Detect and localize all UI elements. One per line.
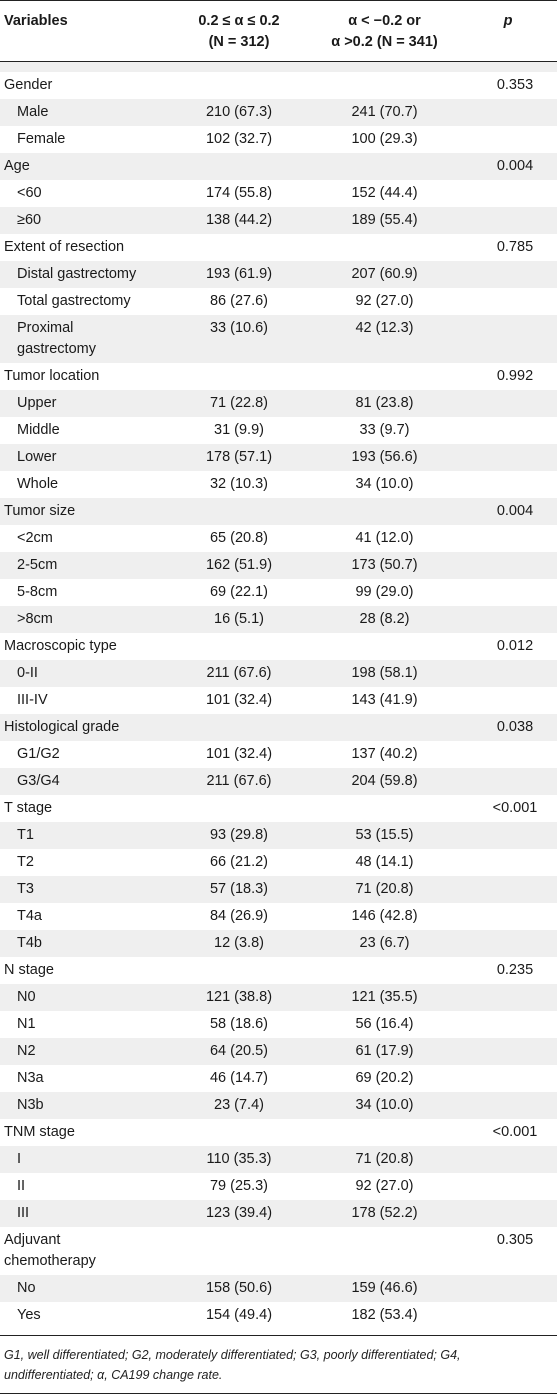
row-label: T2 xyxy=(17,854,34,870)
cell-group-b: 33 (9.7) xyxy=(359,422,410,438)
row-label: G3/G4 xyxy=(17,773,60,789)
cell-group-a: 12 (3.8) xyxy=(214,935,264,951)
cell-group-b: 56 (16.4) xyxy=(355,1016,414,1032)
cell-group-a: 123 (39.4) xyxy=(205,1205,273,1221)
table-row xyxy=(0,126,557,153)
cell-group-a: 211 (67.6) xyxy=(206,665,272,681)
table-row xyxy=(0,1302,557,1329)
cell-group-b: 207 (60.9) xyxy=(351,266,418,282)
row-label: Total gastrectomy xyxy=(17,293,131,309)
table-row xyxy=(0,288,557,315)
cell-p-value xyxy=(459,903,557,930)
cell-p-value xyxy=(459,99,557,126)
cell-group-b: 204 (59.8) xyxy=(351,773,418,789)
cell-group-b: 42 (12.3) xyxy=(355,320,414,336)
cell-group-b: 173 (50.7) xyxy=(351,557,418,573)
row-label: N2 xyxy=(17,1043,36,1059)
cell-p-value xyxy=(459,288,557,315)
table-row xyxy=(0,444,557,471)
row-label: Tumor location xyxy=(4,368,100,384)
table-row xyxy=(0,1011,557,1038)
row-label: N stage xyxy=(4,962,54,978)
cell-group-a: 110 (35.3) xyxy=(206,1151,272,1167)
row-label: <60 xyxy=(17,185,42,201)
table-row xyxy=(0,768,557,795)
table-row xyxy=(0,417,557,444)
row-label: G1/G2 xyxy=(17,746,60,762)
cell-p-value xyxy=(459,768,557,795)
cell-group-a: 86 (27.6) xyxy=(209,293,269,309)
table-row xyxy=(0,1200,557,1227)
cell-p-value xyxy=(459,741,557,768)
row-label: Macroscopic type xyxy=(4,638,117,654)
row-label: Distal gastrectomy xyxy=(17,266,137,282)
cell-group-a: 154 (49.4) xyxy=(205,1307,273,1323)
cell-p-value: 0.012 xyxy=(496,638,534,654)
cell-p-value: 0.004 xyxy=(496,503,534,519)
cell-p-value xyxy=(459,1011,557,1038)
table-row xyxy=(0,687,557,714)
cell-group-b: 92 (27.0) xyxy=(355,1178,414,1194)
cell-group-a: 138 (44.2) xyxy=(205,212,273,228)
row-label: 2-5cm xyxy=(17,557,58,573)
row-label: III xyxy=(17,1205,30,1221)
table-row xyxy=(0,795,557,822)
table-spacer-row xyxy=(0,62,557,73)
row-label: T4a xyxy=(17,908,42,924)
table-row xyxy=(0,1275,557,1302)
cell-group-b xyxy=(310,234,459,261)
cell-p-value: 0.785 xyxy=(496,239,534,255)
header-group-a xyxy=(168,1,310,62)
cell-p-value: 0.992 xyxy=(496,368,534,384)
cell-group-a: 210 (67.3) xyxy=(205,104,273,120)
cell-group-a: 31 (9.9) xyxy=(214,422,264,438)
header-group-b xyxy=(310,1,459,62)
cell-group-b: 152 (44.4) xyxy=(351,185,418,201)
cell-p-value xyxy=(459,660,557,687)
cell-group-b xyxy=(310,633,459,660)
table-row xyxy=(0,1119,557,1146)
table-row xyxy=(0,606,557,633)
cell-p-value xyxy=(459,876,557,903)
cell-group-a: 193 (61.9) xyxy=(205,266,273,282)
cell-group-b: 53 (15.5) xyxy=(355,827,414,843)
table-row xyxy=(0,741,557,768)
row-label: III-IV xyxy=(17,692,48,708)
cell-group-a xyxy=(168,72,310,99)
cell-group-b: 28 (8.2) xyxy=(359,611,410,627)
row-label: I xyxy=(17,1151,22,1167)
cell-group-b: 143 (41.9) xyxy=(351,692,418,708)
cell-p-value xyxy=(459,822,557,849)
cell-group-b xyxy=(310,714,459,741)
table-row xyxy=(0,99,557,126)
row-label: Extent of resection xyxy=(4,239,125,255)
table-row xyxy=(0,180,557,207)
cell-group-a: 66 (21.2) xyxy=(209,854,269,870)
row-label: No xyxy=(17,1280,36,1296)
cell-p-value: <0.001 xyxy=(492,1124,538,1140)
cell-p-value xyxy=(459,1302,557,1329)
cell-group-a: 58 (18.6) xyxy=(209,1016,269,1032)
row-label: N1 xyxy=(17,1016,36,1032)
cell-group-b: 137 (40.2) xyxy=(351,746,418,762)
cell-p-value: 0.353 xyxy=(496,77,534,93)
cell-group-a xyxy=(168,1119,310,1146)
row-label: Proximal gastrectomy xyxy=(17,320,96,357)
table-row xyxy=(0,315,557,363)
row-label: ≥60 xyxy=(17,212,42,228)
cell-group-a: 178 (57.1) xyxy=(205,449,273,465)
cell-group-b: 48 (14.1) xyxy=(355,854,414,870)
cell-group-a xyxy=(168,153,310,180)
cell-p-value xyxy=(459,849,557,876)
cell-group-b: 178 (52.2) xyxy=(351,1205,418,1221)
cell-p-value xyxy=(459,579,557,606)
table-body xyxy=(0,62,557,1330)
table-row xyxy=(0,1173,557,1200)
cell-p-value xyxy=(459,1275,557,1302)
cell-group-b: 182 (53.4) xyxy=(351,1307,418,1323)
table-row xyxy=(0,207,557,234)
cell-group-b xyxy=(310,498,459,525)
row-label: >8cm xyxy=(17,611,53,627)
cell-group-b: 23 (6.7) xyxy=(359,935,410,951)
cell-p-value: <0.001 xyxy=(492,800,538,816)
cell-group-b: 81 (23.8) xyxy=(355,395,414,411)
row-label: Female xyxy=(17,131,66,147)
cell-group-b xyxy=(310,153,459,180)
cell-group-a: 57 (18.3) xyxy=(209,881,269,897)
row-label: <2cm xyxy=(17,530,53,546)
cell-p-value xyxy=(459,126,557,153)
table-row xyxy=(0,633,557,660)
cell-group-a: 46 (14.7) xyxy=(209,1070,269,1086)
table-row xyxy=(0,525,557,552)
cell-group-a: 23 (7.4) xyxy=(214,1097,264,1113)
cell-p-value: 0.235 xyxy=(496,962,534,978)
cell-p-value xyxy=(459,471,557,498)
table-row xyxy=(0,153,557,180)
table-footnote: G1, well differentiated; G2, moderately differentiated; G3, poorly differentiated; G4, undifferentiated; α, CA199 change rate. xyxy=(0,1335,557,1394)
cell-group-b: 198 (58.1) xyxy=(351,665,418,681)
cell-group-a: 65 (20.8) xyxy=(209,530,269,546)
row-label: Tumor size xyxy=(4,503,76,519)
cell-p-value xyxy=(459,687,557,714)
row-label: Middle xyxy=(17,422,60,438)
table-row xyxy=(0,714,557,741)
cell-group-a: 162 (51.9) xyxy=(205,557,273,573)
cell-group-a xyxy=(168,498,310,525)
row-label: Lower xyxy=(17,449,57,465)
header-group-b-line2: α >0.2 (N = 341) xyxy=(331,34,438,50)
cell-group-b: 34 (10.0) xyxy=(355,476,414,492)
table-row xyxy=(0,471,557,498)
row-label: T4b xyxy=(17,935,42,951)
table-row xyxy=(0,1065,557,1092)
cell-group-a xyxy=(168,633,310,660)
cell-group-b: 193 (56.6) xyxy=(351,449,418,465)
cell-p-value xyxy=(459,552,557,579)
cell-group-b: 41 (12.0) xyxy=(355,530,414,546)
cell-group-a: 64 (20.5) xyxy=(209,1043,269,1059)
cell-group-a: 84 (26.9) xyxy=(209,908,269,924)
cell-group-a xyxy=(168,1227,310,1275)
table-row xyxy=(0,984,557,1011)
cell-p-value xyxy=(459,984,557,1011)
table-row xyxy=(0,579,557,606)
cell-group-b: 146 (42.8) xyxy=(351,908,418,924)
cell-p-value xyxy=(459,930,557,957)
cell-p-value xyxy=(459,315,557,363)
table-row xyxy=(0,660,557,687)
table-row xyxy=(0,234,557,261)
cell-group-b xyxy=(310,795,459,822)
cell-p-value xyxy=(459,444,557,471)
cell-p-value xyxy=(459,606,557,633)
row-label: 0-II xyxy=(17,665,38,681)
cell-group-a xyxy=(168,957,310,984)
table-row xyxy=(0,72,557,99)
cell-group-a: 33 (10.6) xyxy=(209,320,269,336)
header-group-b-line1: α < −0.2 or xyxy=(348,13,421,29)
table-row xyxy=(0,363,557,390)
table-row xyxy=(0,849,557,876)
cell-group-b: 92 (27.0) xyxy=(355,293,414,309)
table-row xyxy=(0,390,557,417)
cell-group-a xyxy=(168,714,310,741)
cell-group-a: 121 (38.8) xyxy=(205,989,273,1005)
cell-p-value: 0.004 xyxy=(496,158,534,174)
cell-group-b: 100 (29.3) xyxy=(351,131,418,147)
table-header xyxy=(0,1,557,62)
cell-group-b: 69 (20.2) xyxy=(355,1070,414,1086)
row-label: Adjuvant chemotherapy xyxy=(4,1232,96,1269)
row-label: II xyxy=(17,1178,26,1194)
table-row xyxy=(0,876,557,903)
row-label: T1 xyxy=(17,827,34,843)
row-label: Histological grade xyxy=(4,719,120,735)
row-label: N0 xyxy=(17,989,36,1005)
cell-p-value xyxy=(459,1146,557,1173)
table-row xyxy=(0,957,557,984)
cell-group-a xyxy=(168,234,310,261)
cell-p-value xyxy=(459,1200,557,1227)
cell-group-a: 101 (32.4) xyxy=(205,746,273,762)
row-label: Gender xyxy=(4,77,53,93)
table-row xyxy=(0,498,557,525)
row-label: N3b xyxy=(17,1097,44,1113)
row-label: Upper xyxy=(17,395,57,411)
cell-p-value xyxy=(459,1173,557,1200)
row-label: T stage xyxy=(4,800,53,816)
cell-group-a: 16 (5.1) xyxy=(214,611,264,627)
cell-group-a: 32 (10.3) xyxy=(209,476,269,492)
table-row xyxy=(0,261,557,288)
cell-group-a xyxy=(168,363,310,390)
cell-group-b: 34 (10.0) xyxy=(355,1097,414,1113)
cell-p-value xyxy=(459,261,557,288)
cell-group-b xyxy=(310,957,459,984)
header-p-value: p xyxy=(503,13,513,29)
cell-group-b: 99 (29.0) xyxy=(355,584,414,600)
cell-p-value xyxy=(459,1038,557,1065)
cell-group-a: 101 (32.4) xyxy=(205,692,273,708)
cell-group-b: 189 (55.4) xyxy=(351,212,418,228)
row-label: Whole xyxy=(17,476,59,492)
table-row xyxy=(0,552,557,579)
row-label: Male xyxy=(17,104,49,120)
row-label: TNM stage xyxy=(4,1124,75,1140)
cell-p-value xyxy=(459,1092,557,1119)
table-row xyxy=(0,1038,557,1065)
row-label: Yes xyxy=(17,1307,41,1323)
cell-group-b: 241 (70.7) xyxy=(351,104,418,120)
cell-p-value xyxy=(459,1065,557,1092)
header-group-a-line2: (N = 312) xyxy=(208,34,270,50)
cell-group-b: 61 (17.9) xyxy=(355,1043,414,1059)
cell-group-b xyxy=(310,72,459,99)
table-row xyxy=(0,1227,557,1275)
cell-group-a: 174 (55.8) xyxy=(205,185,273,201)
cell-p-value xyxy=(459,417,557,444)
cell-p-value: 0.305 xyxy=(496,1232,534,1248)
cell-group-b: 159 (46.6) xyxy=(351,1280,418,1296)
row-label: N3a xyxy=(17,1070,44,1086)
table-row xyxy=(0,822,557,849)
cell-group-b xyxy=(310,1227,459,1275)
row-label: T3 xyxy=(17,881,34,897)
cell-group-a: 93 (29.8) xyxy=(209,827,269,843)
cell-group-a: 211 (67.6) xyxy=(206,773,272,789)
cell-group-a xyxy=(168,795,310,822)
cell-group-a: 158 (50.6) xyxy=(205,1280,273,1296)
cell-group-a: 102 (32.7) xyxy=(205,131,273,147)
cell-p-value xyxy=(459,207,557,234)
cell-p-value xyxy=(459,390,557,417)
cell-group-a: 79 (25.3) xyxy=(209,1178,269,1194)
cell-group-b: 121 (35.5) xyxy=(351,989,418,1005)
header-variables: Variables xyxy=(4,13,68,29)
cell-p-value xyxy=(459,525,557,552)
cell-group-b: 71 (20.8) xyxy=(355,1151,414,1167)
cell-group-b: 71 (20.8) xyxy=(355,881,414,897)
table-row xyxy=(0,930,557,957)
cell-group-a: 69 (22.1) xyxy=(209,584,269,600)
row-label: Age xyxy=(4,158,30,174)
header-group-a-line1: 0.2 ≤ α ≤ 0.2 xyxy=(198,13,280,29)
table-row xyxy=(0,903,557,930)
table-row xyxy=(0,1146,557,1173)
cell-p-value: 0.038 xyxy=(496,719,534,735)
cell-group-a: 71 (22.8) xyxy=(209,395,269,411)
row-label: 5-8cm xyxy=(17,584,58,600)
table-row xyxy=(0,1092,557,1119)
cell-p-value xyxy=(459,180,557,207)
cell-group-b xyxy=(310,363,459,390)
cell-group-b xyxy=(310,1119,459,1146)
